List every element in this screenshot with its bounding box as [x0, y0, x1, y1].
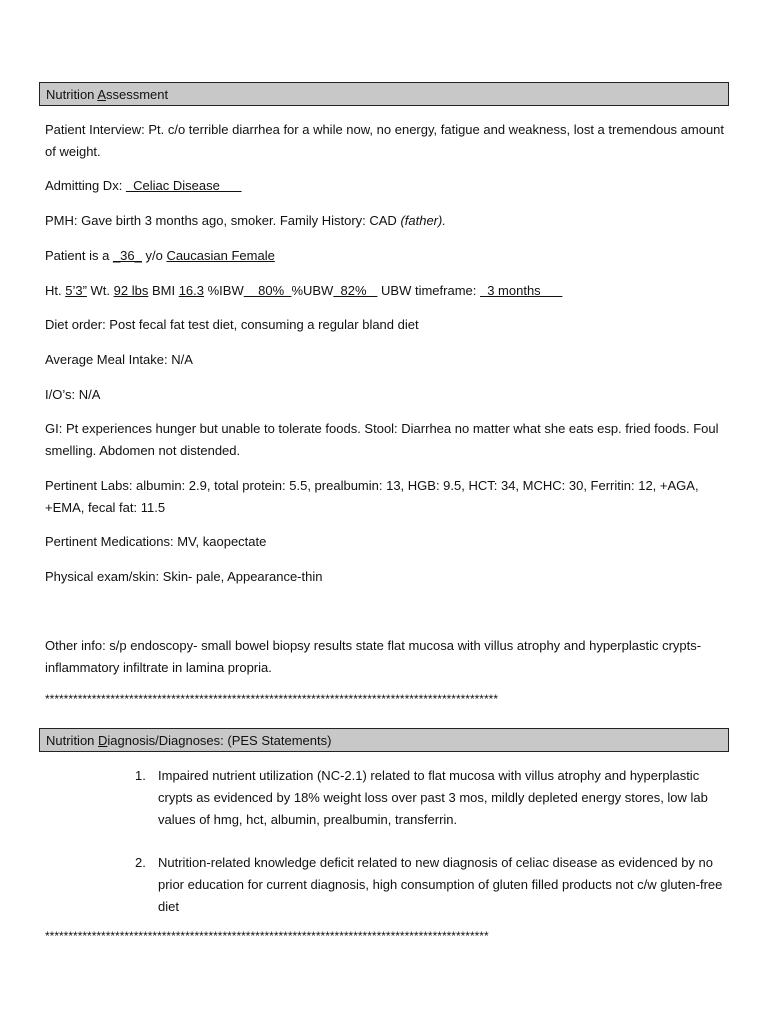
diagnosis-header-pre: Nutrition [46, 733, 99, 748]
ht-value: 5’3” [65, 283, 87, 298]
pes-statement-text: Nutrition-related knowledge deficit related to new diagnosis of celiac disease as evidenced by no prior education for current diagnosis, high consumption of gluten filled products not c/w gluten-free diet [158, 855, 723, 914]
pes-statement-item [135, 852, 725, 918]
assessment-header [39, 82, 729, 106]
ubw-timeframe-value: 3 months [479, 283, 563, 298]
patient-interview: Patient Interview: Pt. c/o terrible diarrhea for a while now, no energy, fatigue and weakness, lost a tremendous amount of weight. [45, 122, 725, 159]
assessment-header-letter: A [97, 87, 106, 102]
ht-label: Ht. [45, 283, 66, 298]
pertinent-medications: Pertinent Medications: MV, kaopectate [45, 534, 267, 549]
pes-statement-text: Impaired nutrient utilization (NC-2.1) related to flat mucosa with villus atrophy and hyperplastic crypts as evidenced by 18% weight loss over past 3 mos, mildly depleted energy stores, low lab values of hmg, hct, albumin, prealbumin, transferrin. [158, 768, 708, 827]
physical-exam: Physical exam/skin: Skin- pale, Appearance-thin [45, 569, 323, 584]
wt-value: 92 lbs [113, 283, 149, 298]
patient-demographics-line [45, 245, 735, 266]
pes-statement-number: 2. [135, 855, 146, 870]
assessment-header-post: ssessment [105, 87, 169, 102]
separator-stars: ************************************************************************************************* [45, 692, 498, 706]
ibw-label: %IBW [204, 283, 244, 298]
other-info: Other info: s/p endoscopy- small bowel biopsy results state flat mucosa with villus atrophy and hyperplastic crypts- inflammatory infiltrate in lamina propria. [45, 638, 702, 675]
pmh-line [45, 210, 735, 231]
meal-intake: Average Meal Intake: N/A [45, 352, 193, 367]
diagnosis-header-post: iagnosis/Diagnoses: (PES Statements) [107, 733, 332, 748]
diet-order: Diet order: Post fecal fat test diet, consuming a regular bland diet [45, 317, 419, 332]
ubw-label: %UBW [291, 283, 334, 298]
bmi-value: 16.3 [178, 283, 204, 298]
yo-label: y/o [141, 248, 167, 263]
demographic-value: Caucasian Female [166, 248, 275, 263]
gi-notes: GI: Pt experiences hunger but unable to tolerate foods. Stool: Diarrhea no matter what she eats esp. fried foods. Foul smelling. Abdomen not distended. [45, 421, 719, 458]
age-value: _36_ [112, 248, 142, 263]
assessment-header-pre: Nutrition [46, 87, 98, 102]
pmh-text: PMH: Gave birth 3 months ago, smoker. Family History: CAD [45, 213, 401, 228]
separator-stars: *********************************************************************************************** [45, 929, 489, 943]
diagnosis-header-letter: D [98, 733, 108, 748]
pertinent-labs: Pertinent Labs: albumin: 2.9, total protein: 5.5, prealbumin: 13, HGB: 9.5, HCT: 34, MCHC: 30, Ferritin: 12, +AGA, +EMA, fecal fat: 11.5 [45, 478, 699, 515]
admitting-dx-line [45, 175, 735, 196]
ubw-value: 82% [333, 283, 378, 298]
ibw-value: 80% [243, 283, 292, 298]
pmh-family-member: (father). [400, 213, 446, 228]
anthropometrics-line [45, 280, 735, 301]
wt-label: Wt. [86, 283, 114, 298]
pes-statement-item [135, 765, 725, 831]
patient-is-label: Patient is a [45, 248, 113, 263]
admitting-dx-value: Celiac Disease [125, 178, 242, 193]
diagnosis-header [39, 728, 729, 752]
ubw-timeframe-label: UBW timeframe: [377, 283, 480, 298]
bmi-label: BMI [148, 283, 179, 298]
admitting-dx-label: Admitting Dx: [45, 178, 126, 193]
intake-output: I/O’s: N/A [45, 387, 101, 402]
pes-statement-number: 1. [135, 768, 146, 783]
